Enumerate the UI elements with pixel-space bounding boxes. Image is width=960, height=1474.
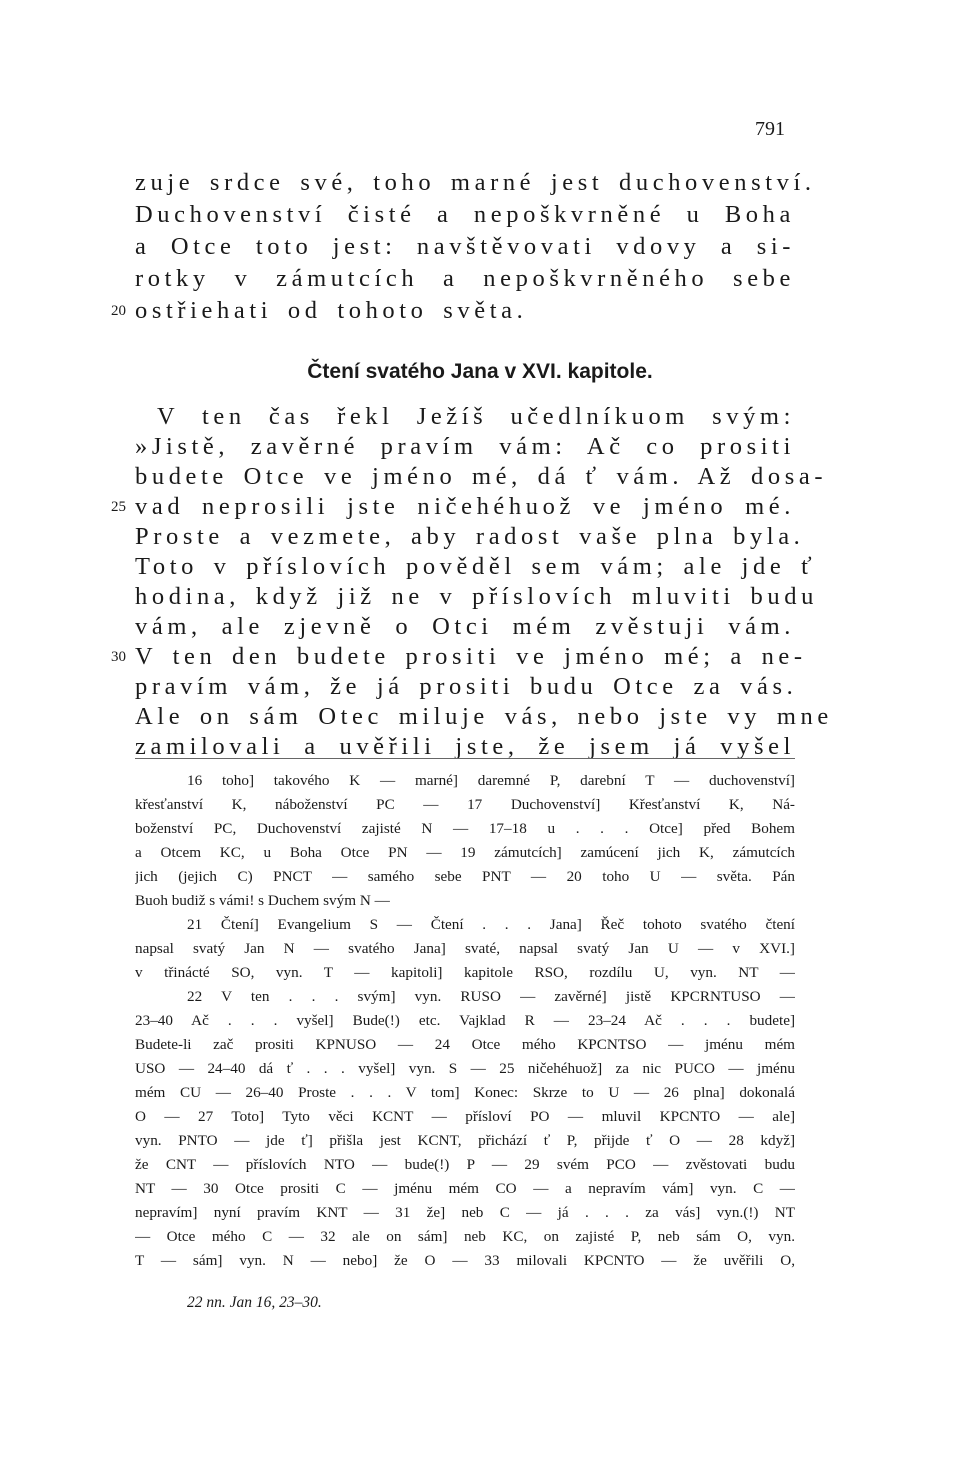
page-number: 791 <box>755 118 785 140</box>
apparatus-line: NT — 30 Otce prositi C — jménu mém CO — a nepravím vám] vyn. C — <box>135 1180 795 1197</box>
text-line: V ten čas řekl Ježíš učedlníkuom svým: <box>157 403 795 430</box>
apparatus-line: — Otce mého C — 32 ale on sám] neb KC, on zajisté P, neb sám O, vyn. <box>135 1228 795 1245</box>
section-heading: Čtení svatého Jana v XVI. kapitole. <box>307 360 653 383</box>
text-line: Toto v příslovích pověděl sem vám; ale jde ť <box>135 553 817 580</box>
apparatus-line: Buoh budiž s vámi! s Duchem svým N — <box>135 892 390 909</box>
text-line: pravím vám, že já prositi budu Otce za vás. <box>135 673 798 700</box>
text-line: Duchovenství čisté a nepoškvrněné u Boha <box>135 201 795 228</box>
apparatus-line: 22 V ten . . . svým] vyn. RUSO — zavěrné] jistě KPCRNTUSO — <box>187 988 795 1005</box>
line-number: 25 <box>111 499 126 515</box>
apparatus-line: nepravím] nyní pravím KNT — 31 že] neb C — já . . . za vás] vyn.(!) NT <box>135 1204 795 1221</box>
text-line: rotky v zámutcích a nepoškvrněného sebe <box>135 265 795 292</box>
footnote-divider <box>135 758 795 759</box>
text-line: budete Otce ve jméno mé, dá ť vám. Až dosa- <box>135 463 828 490</box>
text-line: »Jistě, zavěrné pravím vám: Ač co prositi <box>135 433 795 460</box>
apparatus-line: že CNT — příslovích NTO — bude(!) P — 29 svém PCO — zvěstovati budu <box>135 1156 795 1173</box>
apparatus-line: vyn. PNTO — jde ť] přišla jest KCNT, přichází ť P, přijde ť O — 28 když] <box>135 1132 795 1149</box>
apparatus-line: boženství PC, Duchovenství zajisté N — 17–18 u . . . Otce] před Bohem <box>135 820 795 837</box>
apparatus-line: v třinácté SO, vyn. T — kapitoli] kapitole RSO, rozdílu U, vyn. NT — <box>135 964 795 981</box>
text-line: 30 V ten den budete prositi ve jméno mé; a ne- <box>111 643 807 670</box>
text-line: zamilovali a uvěřili jste, že jsem já vyšel <box>135 733 795 760</box>
text-line: 25 vad neprosili jste ničehéhuož ve jméno mé. <box>111 493 795 520</box>
apparatus-line: křesťanství K, náboženství PC — 17 Duchovenství] Křesťanství K, Ná- <box>135 796 795 813</box>
line-number: 30 <box>111 649 126 665</box>
apparatus-line: 16 toho] takového K — marné] daremné P, darební T — duchovenství] <box>187 772 795 789</box>
apparatus-line: jich (jejich C) PNCT — samého sebe PNT — 20 toho U — světa. Pán <box>135 868 795 885</box>
apparatus-line: O — 27 Toto] Tyto věci KCNT — přísloví PO — mluvil KPCNTO — ale] <box>135 1108 795 1125</box>
bible-reference: 22 nn. Jan 16, 23–30. <box>187 1294 322 1311</box>
apparatus-line: mém CU — 26–40 Proste . . . V tom] Konec: Skrze to U — 26 plna] dokonalá <box>135 1084 795 1101</box>
text-line: zuje srdce své, toho marné jest duchovenství. <box>135 169 816 196</box>
text-line: hodina, když již ne v příslovích mluviti budu <box>135 583 818 610</box>
text-line: 20 ostřiehati od tohoto světa. <box>111 297 528 324</box>
apparatus-line: napsal svatý Jan N — svatého Jana] svaté, napsal svatý Jan U — v XVI.] <box>135 940 795 957</box>
text-line: Proste a vezmete, aby radost vaše plna byla. <box>135 523 805 550</box>
apparatus-line: 23–40 Ač . . . vyšel] Bude(!) etc. Vajklad R — 23–24 Ač . . . budete] <box>135 1012 795 1029</box>
apparatus-line: Budete-li zač prositi KPNUSO — 24 Otce mého KPCNTSO — jménu mém <box>135 1036 795 1053</box>
apparatus-line: 21 Čtení] Evangelium S — Čtení . . . Jana] Řeč tohoto svatého čtení <box>187 916 795 933</box>
line-number: 20 <box>111 303 126 319</box>
text-line: Ale on sám Otec miluje vás, nebo jste vy mne <box>135 703 833 730</box>
apparatus-line: T — sám] vyn. N — nebo] že O — 33 milovali KPCNTO — že uvěřili O, <box>135 1252 795 1269</box>
apparatus-line: a Otcem KC, u Boha Otce PN — 19 zámutcích] zamúcení jich K, zámutcích <box>135 844 795 861</box>
apparatus-line: USO — 24–40 dá ť . . . vyšel] vyn. S — 25 ničehéhuož] za nic PUCO — jménu <box>135 1060 795 1077</box>
text-line: vám, ale zjevně o Otci mém zvěstuji vám. <box>135 613 795 640</box>
text-line: a Otce toto jest: navštěvovati vdovy a si- <box>135 233 795 260</box>
